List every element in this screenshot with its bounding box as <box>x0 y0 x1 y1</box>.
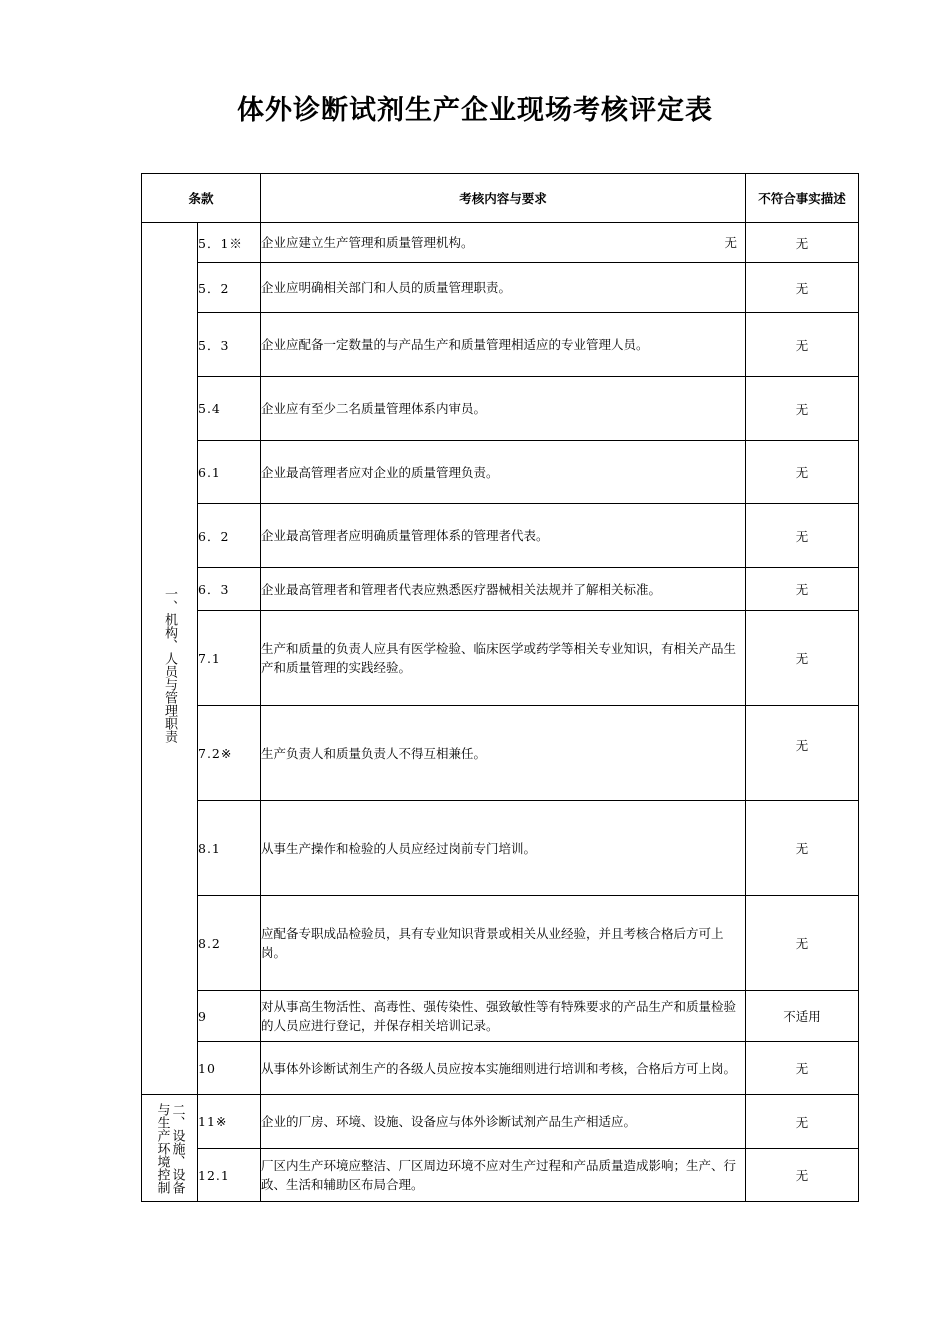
nonconformity-desc: 无 <box>746 1042 859 1095</box>
table-row <box>142 568 859 611</box>
clause-content: 企业应明确相关部门和人员的质量管理职责。 <box>261 263 746 313</box>
table-row <box>142 991 859 1042</box>
clause-number: 8.1 <box>198 801 261 896</box>
nonconformity-desc: 无 <box>746 611 859 706</box>
section-label: 二、设施、设备与生产环境控制 <box>154 1103 185 1194</box>
clause-number: 5．3 <box>198 313 261 377</box>
nonconformity-desc: 无 <box>746 377 859 441</box>
clause-number: 11※ <box>198 1095 261 1149</box>
clause-number: 6．2 <box>198 504 261 568</box>
table-row <box>142 1042 859 1095</box>
clause-content: 企业最高管理者应明确质量管理体系的管理者代表。 <box>261 504 746 568</box>
clause-content: 对从事高生物活性、高毒性、强传染性、强致敏性等有特殊要求的产品生产和质量检验的人员应进行登记，并保存相关培训记录。 <box>261 991 746 1042</box>
clause-content: 企业应配备一定数量的与产品生产和质量管理相适应的专业管理人员。 <box>261 313 746 377</box>
table-row <box>142 611 859 706</box>
section-cell-2 <box>142 1095 198 1202</box>
table-row <box>142 313 859 377</box>
table-row <box>142 1095 859 1149</box>
clause-number: 6.1 <box>198 441 261 504</box>
nonconformity-desc: 无 <box>746 568 859 611</box>
clause-note: 无 <box>724 235 738 250</box>
table-row <box>142 223 859 263</box>
header-desc: 不符合事实描述 <box>746 174 859 223</box>
assessment-table <box>141 173 859 1202</box>
nonconformity-desc: 无 <box>746 223 859 263</box>
clause-content: 生产负责人和质量负责人不得互相兼任。 <box>261 706 746 801</box>
nonconformity-desc: 无 <box>746 313 859 377</box>
clause-content: 企业最高管理者应对企业的质量管理负责。 <box>261 441 746 504</box>
page-title: 体外诊断试剂生产企业现场考核评定表 <box>237 95 713 126</box>
nonconformity-desc: 不适用 <box>746 991 859 1042</box>
table-header-row <box>142 174 859 223</box>
nonconformity-desc: 无 <box>746 263 859 313</box>
clause-number: 12.1 <box>198 1149 261 1202</box>
nonconformity-desc: 无 <box>746 1149 859 1202</box>
table-row <box>142 1149 859 1202</box>
clause-number: 5.4 <box>198 377 261 441</box>
clause-number: 8.2 <box>198 896 261 991</box>
section-cell-1 <box>142 223 198 1095</box>
nonconformity-desc <box>746 706 859 801</box>
clause-content: 从事体外诊断试剂生产的各级人员应按本实施细则进行培训和考核，合格后方可上岗。 <box>261 1042 746 1095</box>
header-clause: 条款 <box>142 174 261 223</box>
clause-number: 9 <box>198 991 261 1042</box>
clause-content: 厂区内生产环境应整洁、厂区周边环境不应对生产过程和产品质量造成影响；生产、行政、生活和辅助区布局合理。 <box>261 1149 746 1202</box>
table-row <box>142 896 859 991</box>
table-row <box>142 377 859 441</box>
clause-number: 5．2 <box>198 263 261 313</box>
table-row <box>142 801 859 896</box>
table-row <box>142 706 859 801</box>
clause-content: 企业应有至少二名质量管理体系内审员。 <box>261 377 746 441</box>
clause-content: 生产和质量的负责人应具有医学检验、临床医学或药学等相关专业知识，有相关产品生产和质量管理的实践经验。 <box>261 611 746 706</box>
clause-number: 6．3 <box>198 568 261 611</box>
nonconformity-desc: 无 <box>746 1095 859 1149</box>
clause-number: 7.1 <box>198 611 261 706</box>
clause-content <box>261 223 746 263</box>
table-row <box>142 441 859 504</box>
nonconformity-desc: 无 <box>746 441 859 504</box>
section-label: 一、机构、人员与管理职责 <box>162 586 177 743</box>
clause-number: 10 <box>198 1042 261 1095</box>
clause-content: 企业的厂房、环境、设施、设备应与体外诊断试剂产品生产相适应。 <box>261 1095 746 1149</box>
nonconformity-desc: 无 <box>746 896 859 991</box>
clause-content: 应配备专职成品检验员，具有专业知识背景或相关从业经验，并且考核合格后方可上岗。 <box>261 896 746 991</box>
clause-number: 5．1※ <box>198 223 261 263</box>
header-content: 考核内容与要求 <box>261 174 746 223</box>
table-row <box>142 263 859 313</box>
clause-content: 从事生产操作和检验的人员应经过岗前专门培训。 <box>261 801 746 896</box>
clause-text: 企业应建立生产管理和质量管理机构。 <box>261 235 474 250</box>
nonconformity-desc-text: 无 <box>795 738 809 753</box>
clause-content: 企业最高管理者和管理者代表应熟悉医疗器械相关法规并了解相关标准。 <box>261 568 746 611</box>
nonconformity-desc: 无 <box>746 504 859 568</box>
table-row <box>142 504 859 568</box>
clause-number: 7.2※ <box>198 706 261 801</box>
nonconformity-desc: 无 <box>746 801 859 896</box>
